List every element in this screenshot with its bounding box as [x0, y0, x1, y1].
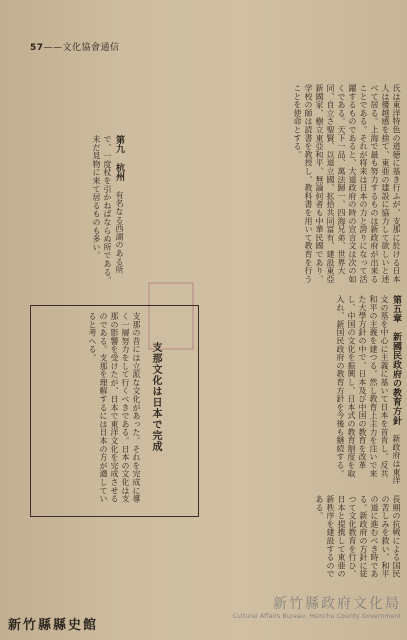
- page-header: [30, 40, 120, 53]
- left-top-text: 有名なる西湖のある所で、一度杖を引かねばならぬ所である。未だ見物に来て居るものも多い。: [92, 135, 124, 285]
- section5-column: [190, 295, 402, 485]
- left-top-column: [25, 135, 125, 285]
- section9-heading: 第九 杭州: [114, 135, 124, 182]
- archive-name: 新竹縣縣史館: [8, 618, 99, 633]
- watermark-english: Cultural Affairs Bureau, Hsinchu County Government: [232, 613, 401, 620]
- watermark: [201, 593, 401, 620]
- watermark-chinese: 新竹縣政府文化局: [273, 596, 401, 612]
- section5-text: 新政府は東洋文の基を中心に主義に基いて日本を首肯し、反共和平の主義を建つる。然し教育上主力を注いで来た大學方針の中で、日本及び中国の教育を改革し、中国の文化を振興し、日本式の教育制度を取入れ、新国民政府の教育方針を今後も継続する。: [336, 295, 401, 485]
- page-number: 57: [30, 43, 44, 53]
- top-right-text: 氏は東洋特色の道徳に基き行ふが、支那に於ける日本人は優越感を捨て、東亜の建設に協力して欲しいと述べて居る。上海で最も努力するものは新政府が出来ることである。それが将来は日本の力と誇りになって活躍するものであると、大道政府の時の宣言文は次の如くである。天下一品、萬法歸一、四海兄弟、世界大同、自立さ聖賢、以道立國、拡拾共同富有、建設東亞新國家、樹立東亞和平、無論何者も中華民國であり、学校の師は読書を教授し、教科書を用いて教育を行うことを使命とする。: [293, 84, 401, 284]
- box-title: 支那文化は日本で完成: [150, 342, 161, 452]
- running-title: ——文化協會通信: [43, 43, 120, 53]
- section5-title: 第五章 新國民政府の教育方針: [391, 295, 401, 426]
- bottom-right-text: 長期の抗戦による国民の苦しみを救い、和平の道に進むべき時である。新政府の方針に従つて文化教育を行ひ、日本と提携して東亜の新秩序を建設するのである。: [315, 495, 401, 578]
- box-text: 支那の昔には立派な文化があった。それを完成に導く一層努力をして行くべきである。日本の文化は支那の影響を受けたが、日本で東洋文化を完成させるのである。支那を理解するには日本の方が適していると考へる。: [88, 312, 141, 503]
